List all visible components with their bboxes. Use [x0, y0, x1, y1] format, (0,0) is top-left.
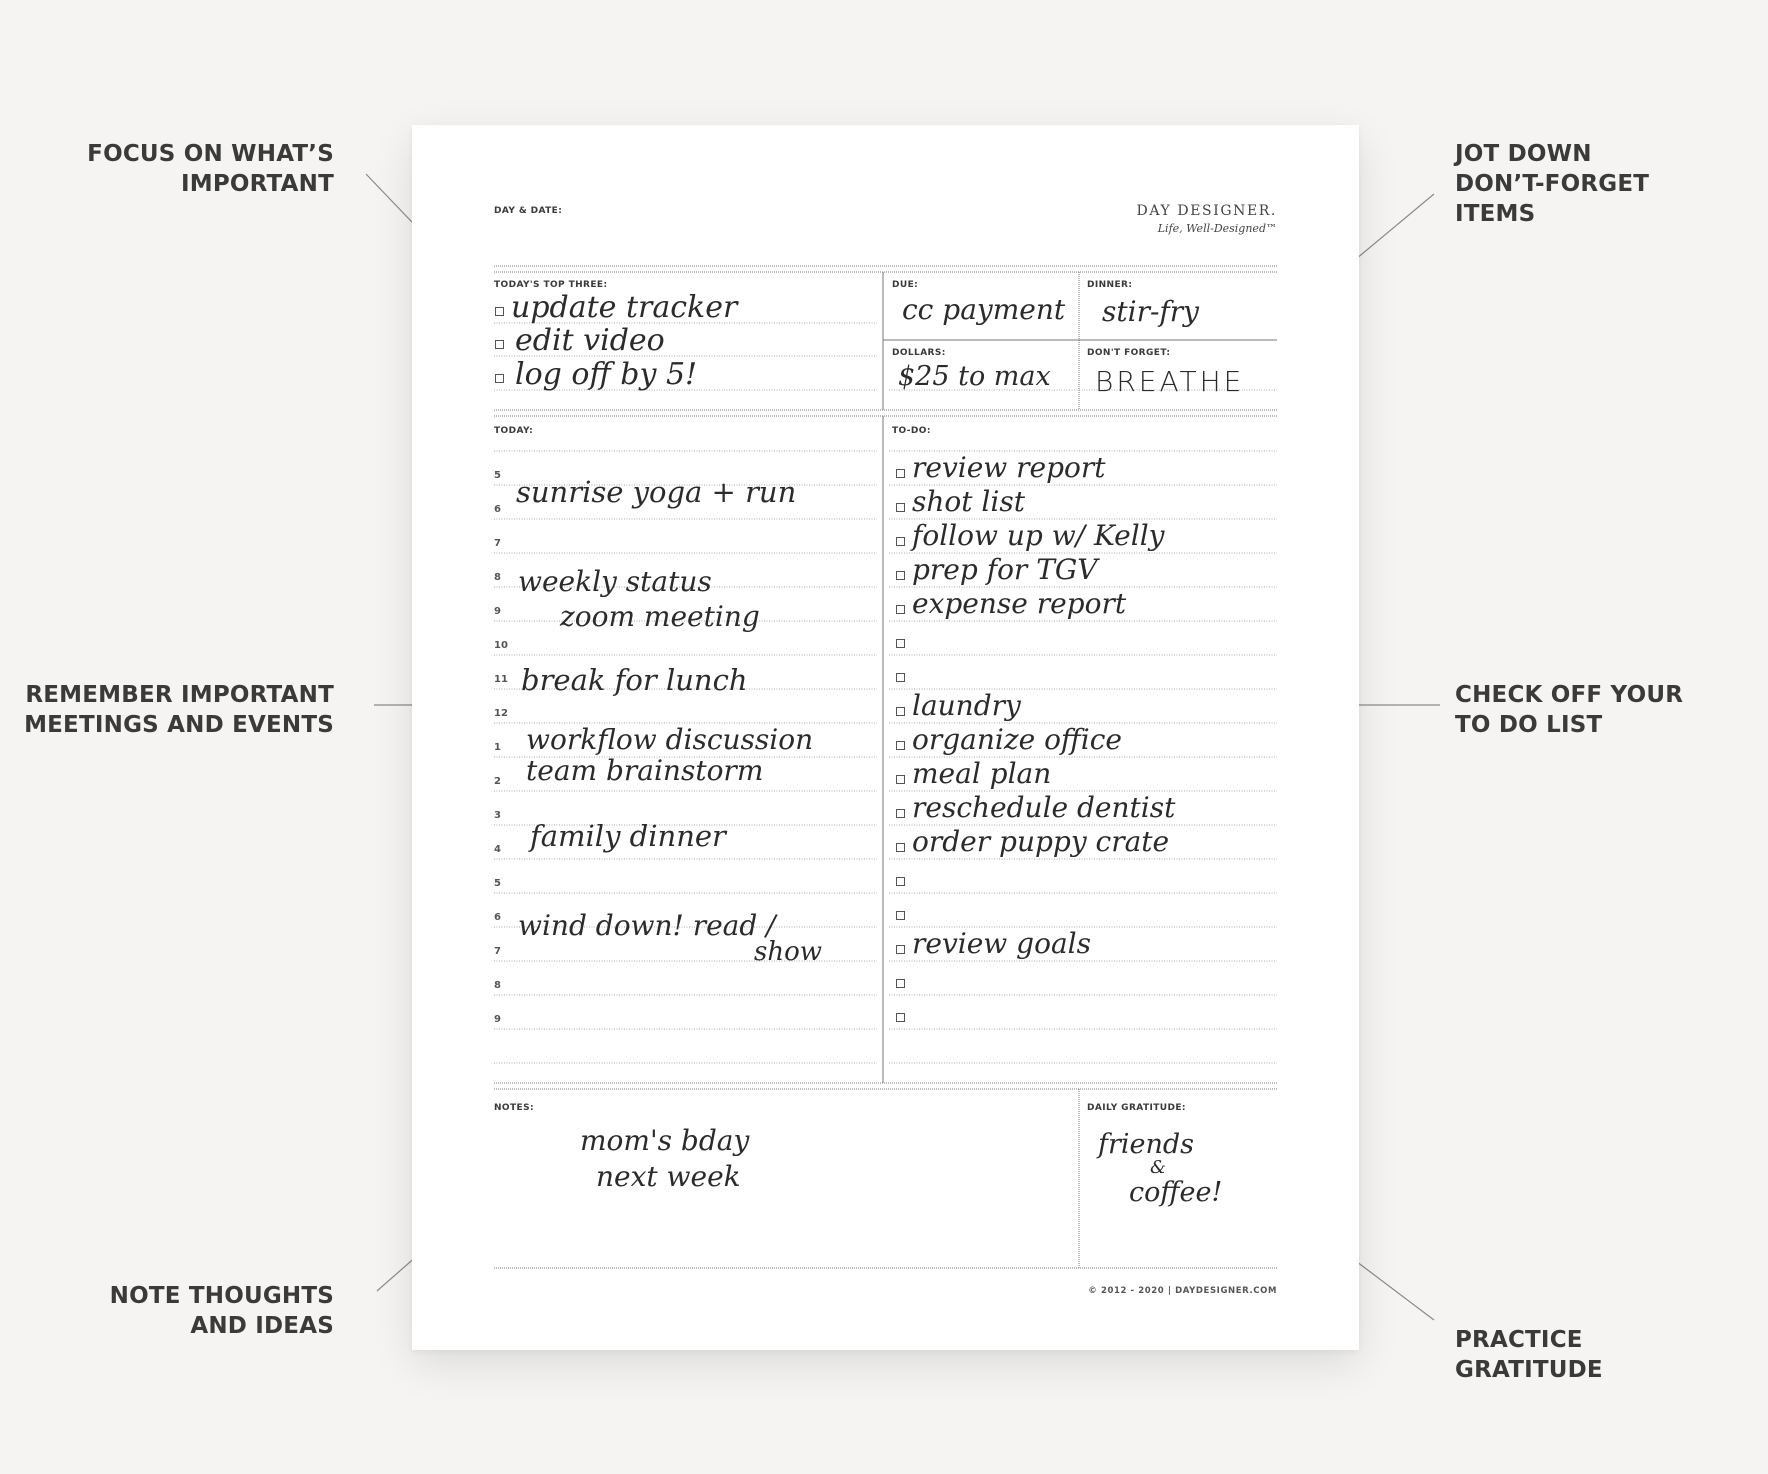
todo-item: meal plan — [912, 757, 1052, 790]
todo-checkbox[interactable] — [896, 809, 905, 818]
todo-checkbox[interactable] — [896, 775, 905, 784]
callout-gratitude-line1: PRACTICE — [1455, 1327, 1583, 1353]
todo-checkbox[interactable] — [896, 503, 905, 512]
planner-sheet — [412, 125, 1359, 1350]
callout-jot-line1: JOT DOWN — [1455, 141, 1592, 167]
todo-checkbox[interactable] — [896, 673, 905, 682]
todo-item: shot list — [912, 485, 1025, 518]
schedule-entry-6am: sunrise yoga + run — [516, 475, 797, 509]
todo-item: prep for TGV — [912, 553, 1098, 586]
hour-label: 4 — [494, 844, 501, 855]
schedule-entry-10am: zoom meeting — [560, 600, 760, 633]
hour-label: 6 — [494, 504, 501, 515]
notes-line-1: mom's bday — [580, 1124, 750, 1157]
todo-checkbox[interactable] — [896, 537, 905, 546]
dont-forget-value: BREATHE — [1095, 365, 1245, 398]
todo-checkbox[interactable] — [896, 979, 905, 988]
callout-gratitude — [1455, 1325, 1768, 1385]
callout-check-line2: TO DO LIST — [1455, 712, 1603, 738]
hour-label: 12 — [494, 708, 508, 719]
day-date-label: DAY & DATE: — [494, 206, 563, 216]
today-label: TODAY: — [494, 426, 534, 436]
callout-jot — [1455, 139, 1768, 229]
todo-checkbox[interactable] — [896, 1013, 905, 1022]
top-three-item-3: log off by 5! — [515, 357, 698, 392]
hour-label: 8 — [494, 572, 501, 583]
todo-item: review report — [912, 451, 1106, 484]
todo-checkbox[interactable] — [896, 469, 905, 478]
todo-item: organize office — [912, 723, 1122, 756]
todo-item: expense report — [912, 587, 1127, 620]
gratitude-ampersand: & — [1150, 1157, 1167, 1178]
dinner-label: DINNER: — [1087, 280, 1133, 290]
hour-label: 5 — [494, 878, 501, 889]
due-value: cc payment — [902, 293, 1066, 326]
gratitude-label: DAILY GRATITUDE: — [1087, 1103, 1186, 1113]
schedule-entry-8pm: wind down! read / — [518, 909, 776, 942]
callout-remember — [4, 680, 334, 740]
dont-forget-label: DON'T FORGET: — [1087, 348, 1171, 358]
schedule-entry-5pm: family dinner — [530, 819, 726, 853]
todo-checkbox[interactable] — [896, 877, 905, 886]
hour-label: 7 — [494, 946, 501, 957]
hour-label: 2 — [494, 776, 501, 787]
callout-jot-line3: ITEMS — [1455, 201, 1536, 227]
todo-checkbox[interactable] — [896, 707, 905, 716]
todo-checkbox[interactable] — [896, 843, 905, 852]
due-label: DUE: — [892, 280, 919, 290]
todo-checkbox[interactable] — [896, 741, 905, 750]
callout-jot-line2: DON’T-FORGET — [1455, 171, 1650, 197]
dinner-value: stir-fry — [1102, 295, 1199, 328]
todo-item: order puppy crate — [912, 825, 1170, 858]
top-three-item-1: update tracker — [511, 290, 738, 325]
callout-focus-line2: IMPORTANT — [181, 171, 334, 197]
notes-label: NOTES: — [494, 1103, 534, 1113]
todo-item: laundry — [912, 689, 1021, 722]
schedule-entry-9am: weekly status — [518, 565, 712, 598]
top-three-label: TODAY'S TOP THREE: — [494, 280, 608, 290]
hour-label: 3 — [494, 810, 501, 821]
brand-tagline: Life, Well-Designed™ — [1157, 222, 1277, 235]
todo-checkbox[interactable] — [896, 605, 905, 614]
schedule-entry-2pm: workflow discussion — [526, 723, 814, 756]
notes-line-2: next week — [596, 1160, 741, 1193]
dollars-label: DOLLARS: — [892, 348, 946, 358]
todo-checkbox[interactable] — [896, 945, 905, 954]
hour-label: 9 — [494, 1014, 501, 1025]
callout-remember-line1: REMEMBER IMPORTANT — [25, 682, 334, 708]
callout-focus — [4, 139, 334, 199]
hour-label: 5 — [494, 470, 501, 481]
callout-remember-line2: MEETINGS AND EVENTS — [24, 712, 334, 738]
footer-copyright: © 2012 - 2020 | DAYDESIGNER.COM — [1088, 1286, 1277, 1296]
todo-item: reschedule dentist — [912, 791, 1176, 824]
top-three-checkbox-1[interactable] — [495, 307, 504, 316]
top-three-checkbox-2[interactable] — [495, 340, 504, 349]
todo-label: TO-DO: — [892, 426, 931, 436]
callout-notes-line1: NOTE THOUGHTS — [109, 1283, 334, 1309]
todo-item: review goals — [912, 927, 1091, 960]
hour-label: 8 — [494, 980, 501, 991]
callout-notes — [4, 1281, 334, 1341]
hour-label: 11 — [494, 674, 508, 685]
todo-checkbox[interactable] — [896, 639, 905, 648]
schedule-entry-3pm: team brainstorm — [526, 754, 764, 787]
hour-label: 7 — [494, 538, 501, 549]
schedule-entry-12pm: break for lunch — [521, 663, 748, 697]
dollars-value: $25 to max — [898, 361, 1051, 392]
hour-label: 9 — [494, 606, 501, 617]
callout-check — [1455, 680, 1768, 740]
hour-label: 10 — [494, 640, 508, 651]
todo-checkbox[interactable] — [896, 911, 905, 920]
callout-notes-line2: AND IDEAS — [190, 1313, 334, 1339]
top-three-item-2: edit video — [515, 323, 665, 358]
brand-block — [1137, 203, 1277, 235]
callout-gratitude-line2: GRATITUDE — [1455, 1357, 1603, 1383]
schedule-entry-8pm-cont: show — [754, 937, 822, 967]
brand-name: DAY DESIGNER. — [1136, 203, 1277, 219]
gratitude-line-1: friends — [1098, 1129, 1195, 1160]
hour-label: 1 — [494, 742, 501, 753]
gratitude-line-2: coffee! — [1129, 1177, 1223, 1208]
hour-label: 6 — [494, 912, 501, 923]
todo-checkbox[interactable] — [896, 571, 905, 580]
callout-focus-line1: FOCUS ON WHAT’S — [87, 141, 334, 167]
top-three-checkbox-3[interactable] — [495, 374, 504, 383]
callout-check-line1: CHECK OFF YOUR — [1455, 682, 1684, 708]
todo-item: follow up w/ Kelly — [912, 519, 1165, 552]
